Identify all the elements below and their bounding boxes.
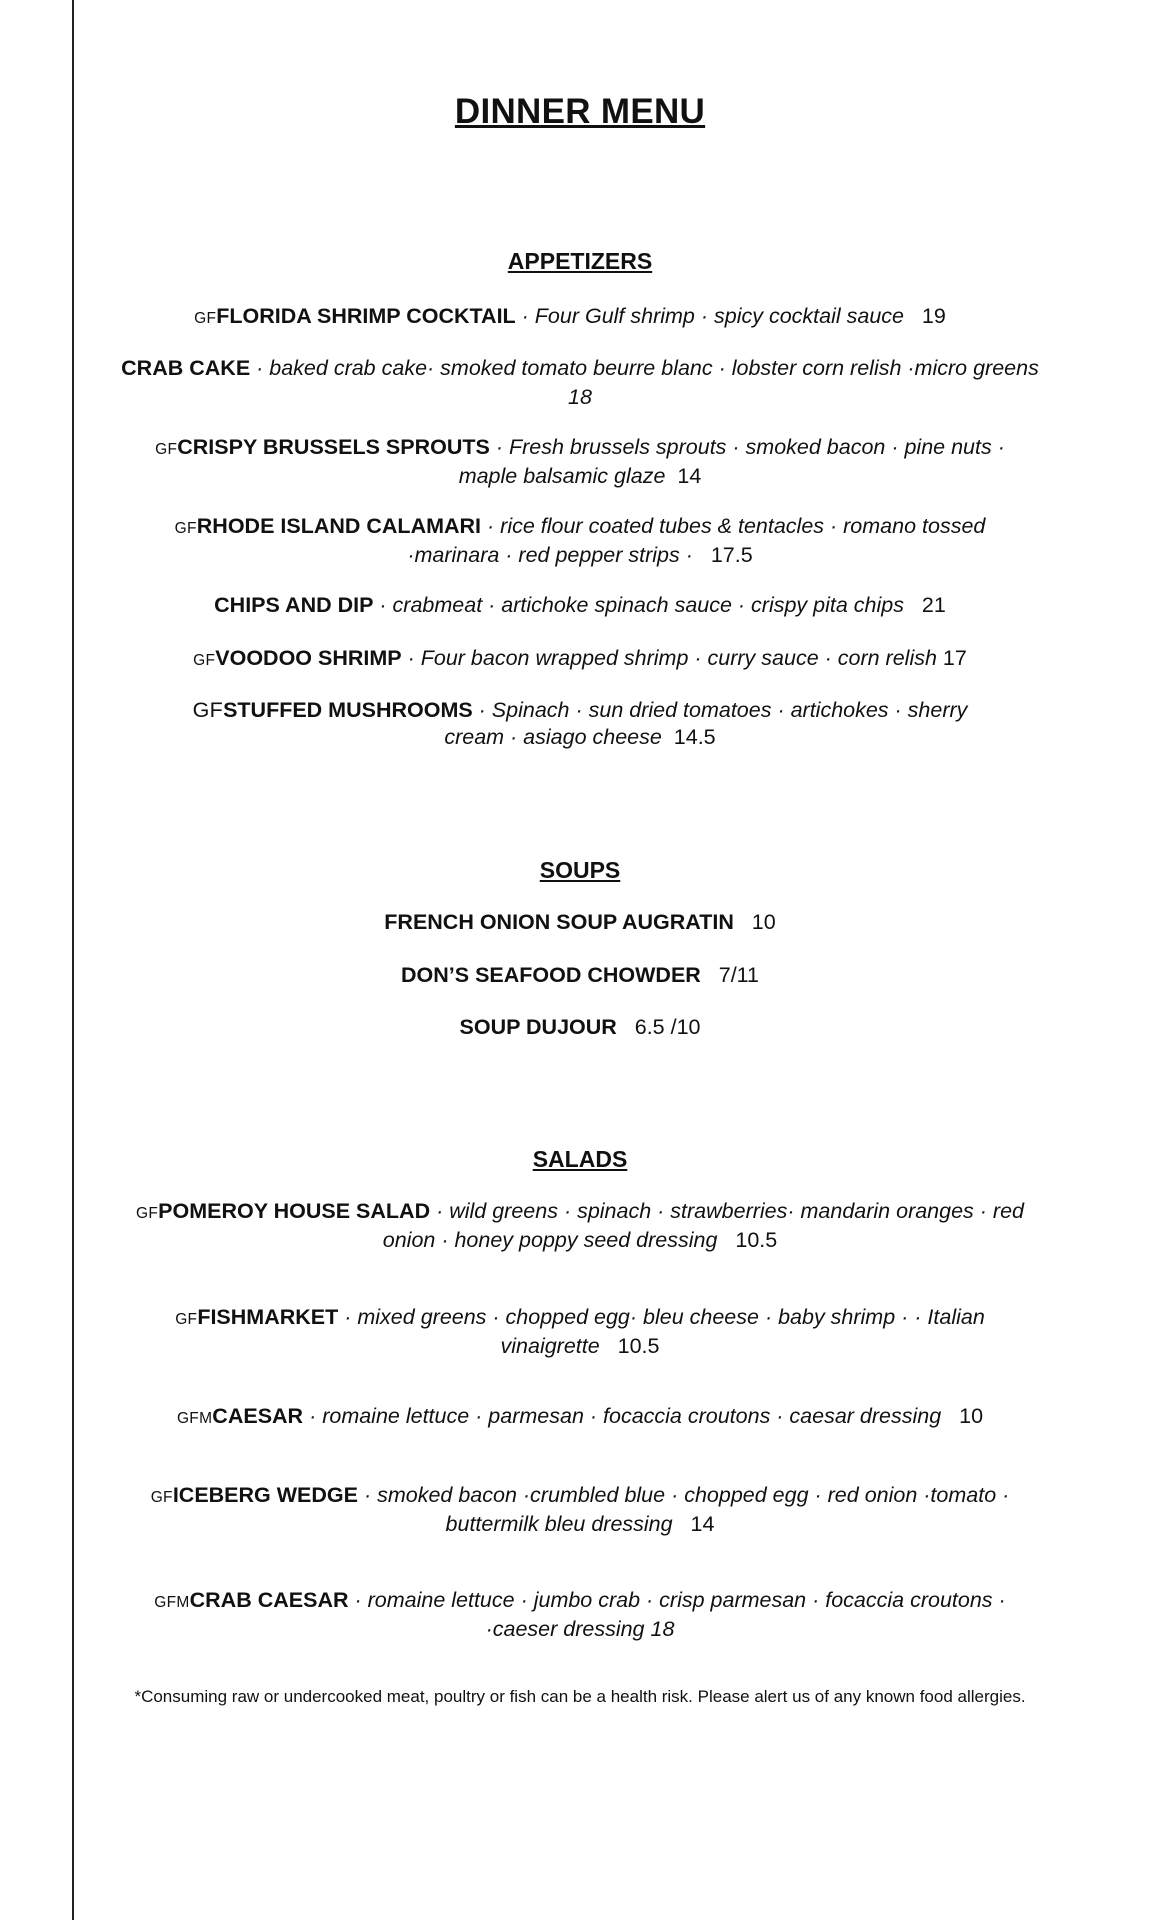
item-price: 17 (942, 646, 967, 670)
menu-item (140, 434, 1020, 490)
item-description: · crabmeat · artichoke spinach sauce · crispy pita chips (373, 593, 904, 617)
item-name: CRAB CAESAR (189, 1588, 349, 1612)
item-name: CHIPS AND DIP (214, 593, 374, 617)
item-price: 10 (959, 1404, 984, 1428)
page-title: DINNER MENU (454, 92, 706, 131)
item-description: · romaine lettuce · parmesan · focaccia croutons · caesar dressing (303, 1404, 942, 1428)
item-price: 10 (751, 910, 776, 934)
item-description: · Fresh brussels sprouts · smoked bacon · pine nuts · maple balsamic glaze (458, 435, 1005, 488)
menu-item (110, 1403, 1050, 1432)
item-name: FRENCH ONION SOUP AUGRATIN (384, 910, 734, 934)
page-margin-line (72, 0, 74, 1920)
item-name: DON’S SEAFOOD CHOWDER (401, 963, 701, 987)
menu-item (110, 1014, 1050, 1041)
item-description: · romaine lettuce · jumbo crab · crisp parmesan · focaccia croutons · ·caeser dressing 18 (348, 1588, 1006, 1641)
item-name: CRISPY BRUSSELS SPROUTS (177, 435, 490, 459)
gluten-free-marker: GF (192, 698, 224, 722)
gluten-free-marker: GF (150, 1489, 173, 1506)
section-heading-soups: SOUPS (539, 857, 621, 883)
menu-item (170, 1304, 990, 1360)
menu-item (120, 1198, 1040, 1254)
menu-item (120, 1482, 1040, 1538)
menu-item (110, 909, 1050, 936)
item-description: · baked crab cake· smoked tomato beurre blanc · lobster corn relish ·micro greens 18 (250, 356, 1039, 409)
menu-item (110, 592, 1050, 621)
gluten-free-marker: GFM (176, 1410, 213, 1427)
item-description: · rice flour coated tubes & tentacles · romano tossed ·marinara · red pepper strips · (407, 514, 986, 567)
gluten-free-marker: GFM (154, 1594, 190, 1611)
item-price: 19 (921, 304, 946, 328)
item-name: FLORIDA SHRIMP COCKTAIL (216, 304, 516, 328)
item-name: CAESAR (212, 1404, 304, 1428)
item-description: · mixed greens · chopped egg· bleu cheese · baby shrimp · · Italian vinaigrette (338, 1305, 985, 1358)
item-name: SOUP DUJOUR (459, 1015, 617, 1039)
item-price: 14 (677, 464, 702, 488)
menu-item (190, 697, 970, 751)
item-price: 17.5 (710, 543, 753, 567)
menu-item (110, 645, 1050, 674)
menu-item (120, 1587, 1040, 1643)
item-price: 6.5 /10 (634, 1015, 701, 1039)
section-heading-appetizers: APPETIZERS (507, 248, 653, 274)
menu-item (140, 513, 1020, 569)
item-price: 21 (921, 593, 946, 617)
gluten-free-marker: GF (136, 1205, 159, 1222)
gluten-free-marker: GF (193, 652, 216, 669)
item-description: · smoked bacon ·crumbled blue · chopped egg · red onion ·tomato · buttermilk bleu dressing (357, 1483, 1010, 1536)
menu-item (110, 962, 1050, 989)
item-name: ICEBERG WEDGE (172, 1483, 358, 1507)
item-description: · wild greens · spinach · strawberries· mandarin oranges · red onion · honey poppy seed dressing (382, 1199, 1024, 1252)
section-heading-salads: SALADS (532, 1146, 628, 1172)
item-name: FISHMARKET (197, 1305, 339, 1329)
gluten-free-marker: GF (174, 520, 197, 537)
gluten-free-marker: GF (175, 1311, 198, 1328)
item-price: 14 (690, 1512, 715, 1536)
gluten-free-marker: GF (194, 310, 217, 327)
menu-item (120, 355, 1040, 411)
item-name: STUFFED MUSHROOMS (223, 698, 473, 722)
item-description: · Four Gulf shrimp · spicy cocktail sauce (515, 304, 904, 328)
item-price: 14.5 (673, 725, 716, 749)
item-name: POMEROY HOUSE SALAD (158, 1199, 431, 1223)
gluten-free-marker: GF (155, 441, 178, 458)
item-price: 10.5 (617, 1334, 660, 1358)
menu-item (120, 303, 1020, 332)
health-disclaimer: *Consuming raw or undercooked meat, poultry or fish can be a health risk. Please alert us of any known food allergies. (134, 1687, 1026, 1706)
item-description: · Spinach · sun dried tomatoes · artichokes · sherry cream · asiago cheese (444, 698, 968, 749)
item-name: CRAB CAKE (121, 356, 251, 380)
item-description: · Four bacon wrapped shrimp · curry sauce · corn relish (401, 646, 937, 670)
item-price: 10.5 (735, 1228, 778, 1252)
item-name: VOODOO SHRIMP (215, 646, 402, 670)
item-name: RHODE ISLAND CALAMARI (196, 514, 482, 538)
item-price: 7/11 (718, 963, 759, 987)
